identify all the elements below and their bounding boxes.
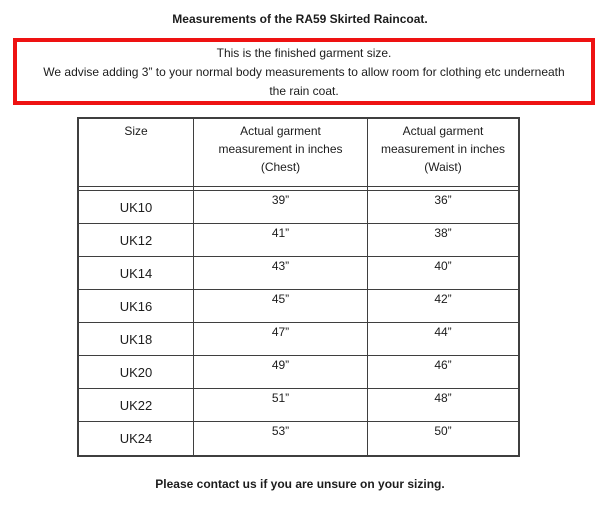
waist-cell: 36” xyxy=(434,193,452,207)
page-title: Measurements of the RA59 Skirted Raincoat. xyxy=(172,12,428,26)
waist-cell: 48” xyxy=(434,391,452,405)
header-chest-line-2: measurement in inches xyxy=(218,142,343,156)
header-waist xyxy=(368,119,518,186)
advisory-line-2: We advise adding 3” to your normal body measurements to allow room for clothing etc underneath xyxy=(43,65,565,79)
header-chest-line-1: Actual garment xyxy=(240,124,321,138)
table-row xyxy=(79,323,518,356)
table-row xyxy=(79,422,518,455)
size-table xyxy=(77,117,520,457)
chest-cell: 49” xyxy=(194,356,368,388)
size-cell: UK14 xyxy=(79,257,194,289)
chest-cell: 51” xyxy=(194,389,368,421)
advisory-note xyxy=(13,38,595,105)
size-cell: UK10 xyxy=(79,191,194,223)
size-cell: UK12 xyxy=(79,224,194,256)
chest-cell: 45” xyxy=(194,290,368,322)
table-row xyxy=(79,389,518,422)
size-cell: UK24 xyxy=(79,422,194,455)
advisory-line-1: This is the finished garment size. xyxy=(216,46,392,60)
chest-cell: 47” xyxy=(194,323,368,355)
footer-note: Please contact us if you are unsure on your sizing. xyxy=(155,477,445,491)
header-waist-line-1: Actual garment xyxy=(402,124,484,138)
waist-cell: 38” xyxy=(434,226,452,240)
table-row xyxy=(79,224,518,257)
size-cell: UK22 xyxy=(79,389,194,421)
waist-cell: 44” xyxy=(434,325,452,339)
table-row xyxy=(79,191,518,224)
chest-cell: 39” xyxy=(194,191,368,223)
waist-cell: 46” xyxy=(434,358,452,372)
chest-cell: 43” xyxy=(194,257,368,289)
size-cell: UK20 xyxy=(79,356,194,388)
waist-cell: 40” xyxy=(434,259,452,273)
header-waist-line-3: (Waist) xyxy=(424,160,462,174)
header-waist-line-2: measurement in inches xyxy=(380,142,506,156)
chest-cell: 53” xyxy=(194,422,368,455)
table-row xyxy=(79,290,518,323)
size-cell: UK16 xyxy=(79,290,194,322)
waist-cell: 42” xyxy=(434,292,452,306)
header-chest xyxy=(194,119,368,186)
table-row xyxy=(79,257,518,290)
advisory-line-3: the rain coat. xyxy=(269,84,339,98)
size-cell: UK18 xyxy=(79,323,194,355)
table-header-row xyxy=(79,119,518,187)
header-chest-line-3: (Chest) xyxy=(260,160,301,174)
waist-cell: 50” xyxy=(434,424,452,438)
header-size: Size xyxy=(79,119,194,186)
chest-cell: 41” xyxy=(194,224,368,256)
table-row xyxy=(79,356,518,389)
